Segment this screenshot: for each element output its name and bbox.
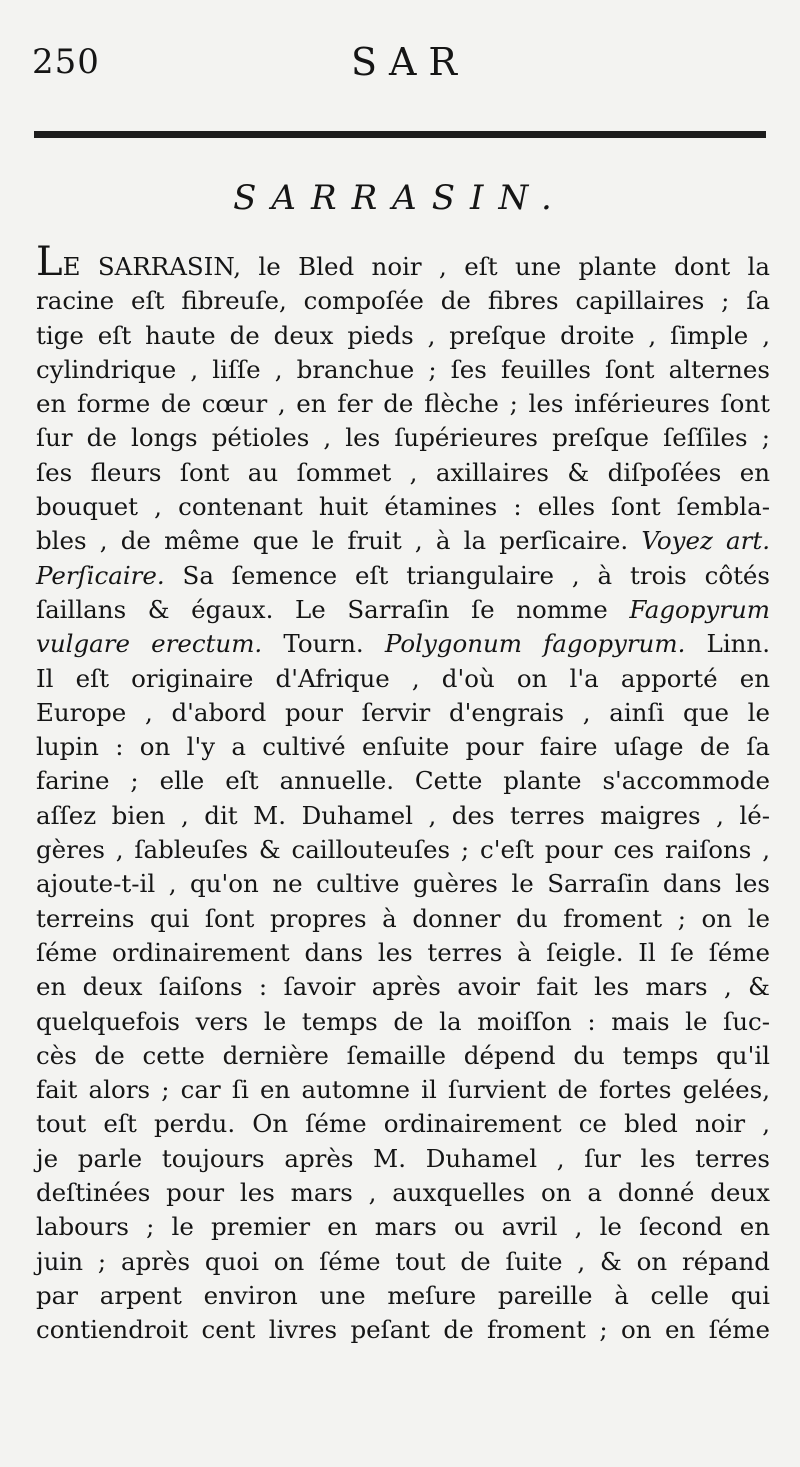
text-run: tige eſt haute de deux pieds , preſque droite , ſimple ,	[36, 320, 770, 350]
text-line	[36, 593, 770, 627]
text-line	[36, 524, 770, 558]
text-run: aſſez bien , dit M. Duhamel , des terres maigres , lé-	[36, 800, 770, 830]
text-run: en deux ſaiſons : ſavoir après avoir fait les mars , &	[36, 972, 770, 1002]
text-line	[36, 284, 770, 318]
text-run: tout eſt perdu. On ſéme ordinairement ce bled noir ,	[36, 1109, 770, 1139]
text-run: par arpent environ une meſure pareille à celle qui	[36, 1280, 770, 1310]
article-body	[36, 239, 771, 1348]
text-line	[36, 970, 770, 1004]
text-line	[36, 936, 770, 970]
text-run: quelquefois vers le temps de la moiſſon : mais le ſuc-	[36, 1006, 770, 1036]
text-line	[36, 764, 770, 798]
text-line	[36, 799, 770, 833]
text-line	[36, 696, 770, 730]
text-run: Tourn.	[262, 629, 385, 659]
text-run: Europe , d'abord pour ſervir d'engrais , ainſi que le	[36, 697, 770, 727]
header-rule	[34, 131, 766, 138]
text-line	[36, 1142, 770, 1176]
text-run: E SARRASIN, le Bled noir , eſt une plante dont la	[62, 252, 770, 281]
text-run: je parle toujours après M. Duhamel , ſur les terres	[36, 1143, 770, 1173]
text-line	[36, 1313, 770, 1347]
text-run: farine ; elle eſt annuelle. Cette plante s'accommode	[36, 766, 770, 796]
text-run: fait alors ; car ſi en automne il ſurvient de fortes gelées,	[36, 1075, 770, 1105]
italic-text: Polygonum fagopyrum.	[384, 629, 686, 659]
text-line	[36, 353, 770, 387]
text-line	[36, 387, 770, 421]
text-line	[36, 1073, 770, 1107]
text-line	[36, 867, 770, 901]
text-line	[36, 1107, 770, 1141]
italic-text: Fagopyrum	[629, 594, 770, 624]
text-line	[36, 1005, 770, 1039]
text-run: ſéme ordinairement dans les terres à ſeigle. Il ſe ſéme	[36, 937, 770, 967]
text-line	[36, 1279, 770, 1313]
drop-initial: L	[36, 239, 63, 285]
text-run: contiendroit cent livres peſant de froment ; on en ſéme	[36, 1315, 770, 1345]
text-line	[36, 490, 770, 524]
article-title: SARRASIN.	[233, 178, 567, 218]
text-run: terreins qui ſont propres à donner du froment ; on le	[36, 903, 770, 933]
text-run: ſaillans & égaux. Le Sarraſin ſe nomme	[36, 594, 630, 624]
text-line	[36, 319, 770, 353]
text-line	[36, 1176, 770, 1210]
text-run: lupin : on l'y a cultivé enſuite pour faire uſage de ſa	[36, 732, 770, 762]
text-line	[36, 1210, 770, 1244]
text-run: bles , de même que le fruit , à la perſicaire.	[36, 526, 642, 556]
text-run: gères , ſableuſes & caillouteuſes ; c'eſt pour ces raiſons ,	[36, 835, 770, 865]
text-run: labours ; le premier en mars ou avril , le ſecond en	[36, 1212, 770, 1242]
text-line	[36, 559, 770, 593]
text-run: en forme de cœur , en fer de flèche ; les inférieures ſont	[36, 389, 770, 419]
text-run: cylindrique , liſſe , branchue ; ſes feuilles ſont alternes	[36, 354, 770, 384]
text-line	[36, 421, 770, 455]
text-run: bouquet , contenant huit étamines : elles ſont ſembla-	[36, 492, 770, 522]
text-line	[36, 902, 770, 936]
running-head: SAR	[350, 40, 470, 84]
text-line	[36, 662, 770, 696]
italic-text: Voyez art.	[641, 526, 770, 556]
text-line	[36, 1245, 770, 1279]
text-run: Sa ſemence eſt triangulaire , à trois côtés	[164, 560, 770, 590]
text-line	[36, 833, 770, 867]
text-run: Linn.	[685, 629, 771, 659]
text-run: deſtinées pour les mars , auxquelles on a donné deux	[36, 1178, 770, 1208]
text-line	[36, 730, 770, 764]
page-number: 250	[32, 42, 100, 82]
text-run: Il eſt originaire d'Afrique , d'où on l'a apporté en	[36, 663, 770, 693]
text-line	[36, 1039, 770, 1073]
italic-text: vulgare erectum.	[36, 629, 263, 659]
text-run: juin ; après quoi on ſéme tout de ſuite , & on répand	[36, 1246, 770, 1276]
italic-text: Perſicaire.	[36, 560, 165, 590]
text-run: racine eſt fibreuſe, compoſée de fibres capillaires ; ſa	[36, 286, 770, 316]
text-run: ſur de longs pétioles , les ſupérieures preſque ſeſſiles ;	[36, 423, 770, 453]
text-run: ajoute-t-il , qu'on ne cultive guères le Sarraſin dans les	[36, 869, 770, 899]
text-line	[36, 239, 770, 285]
text-run: ſes fleurs ſont au ſommet , axillaires & diſpoſées en	[36, 457, 770, 487]
text-line	[36, 456, 770, 490]
text-run: cès de cette dernière ſemaille dépend du temps qu'il	[36, 1040, 770, 1070]
text-line	[36, 627, 770, 661]
